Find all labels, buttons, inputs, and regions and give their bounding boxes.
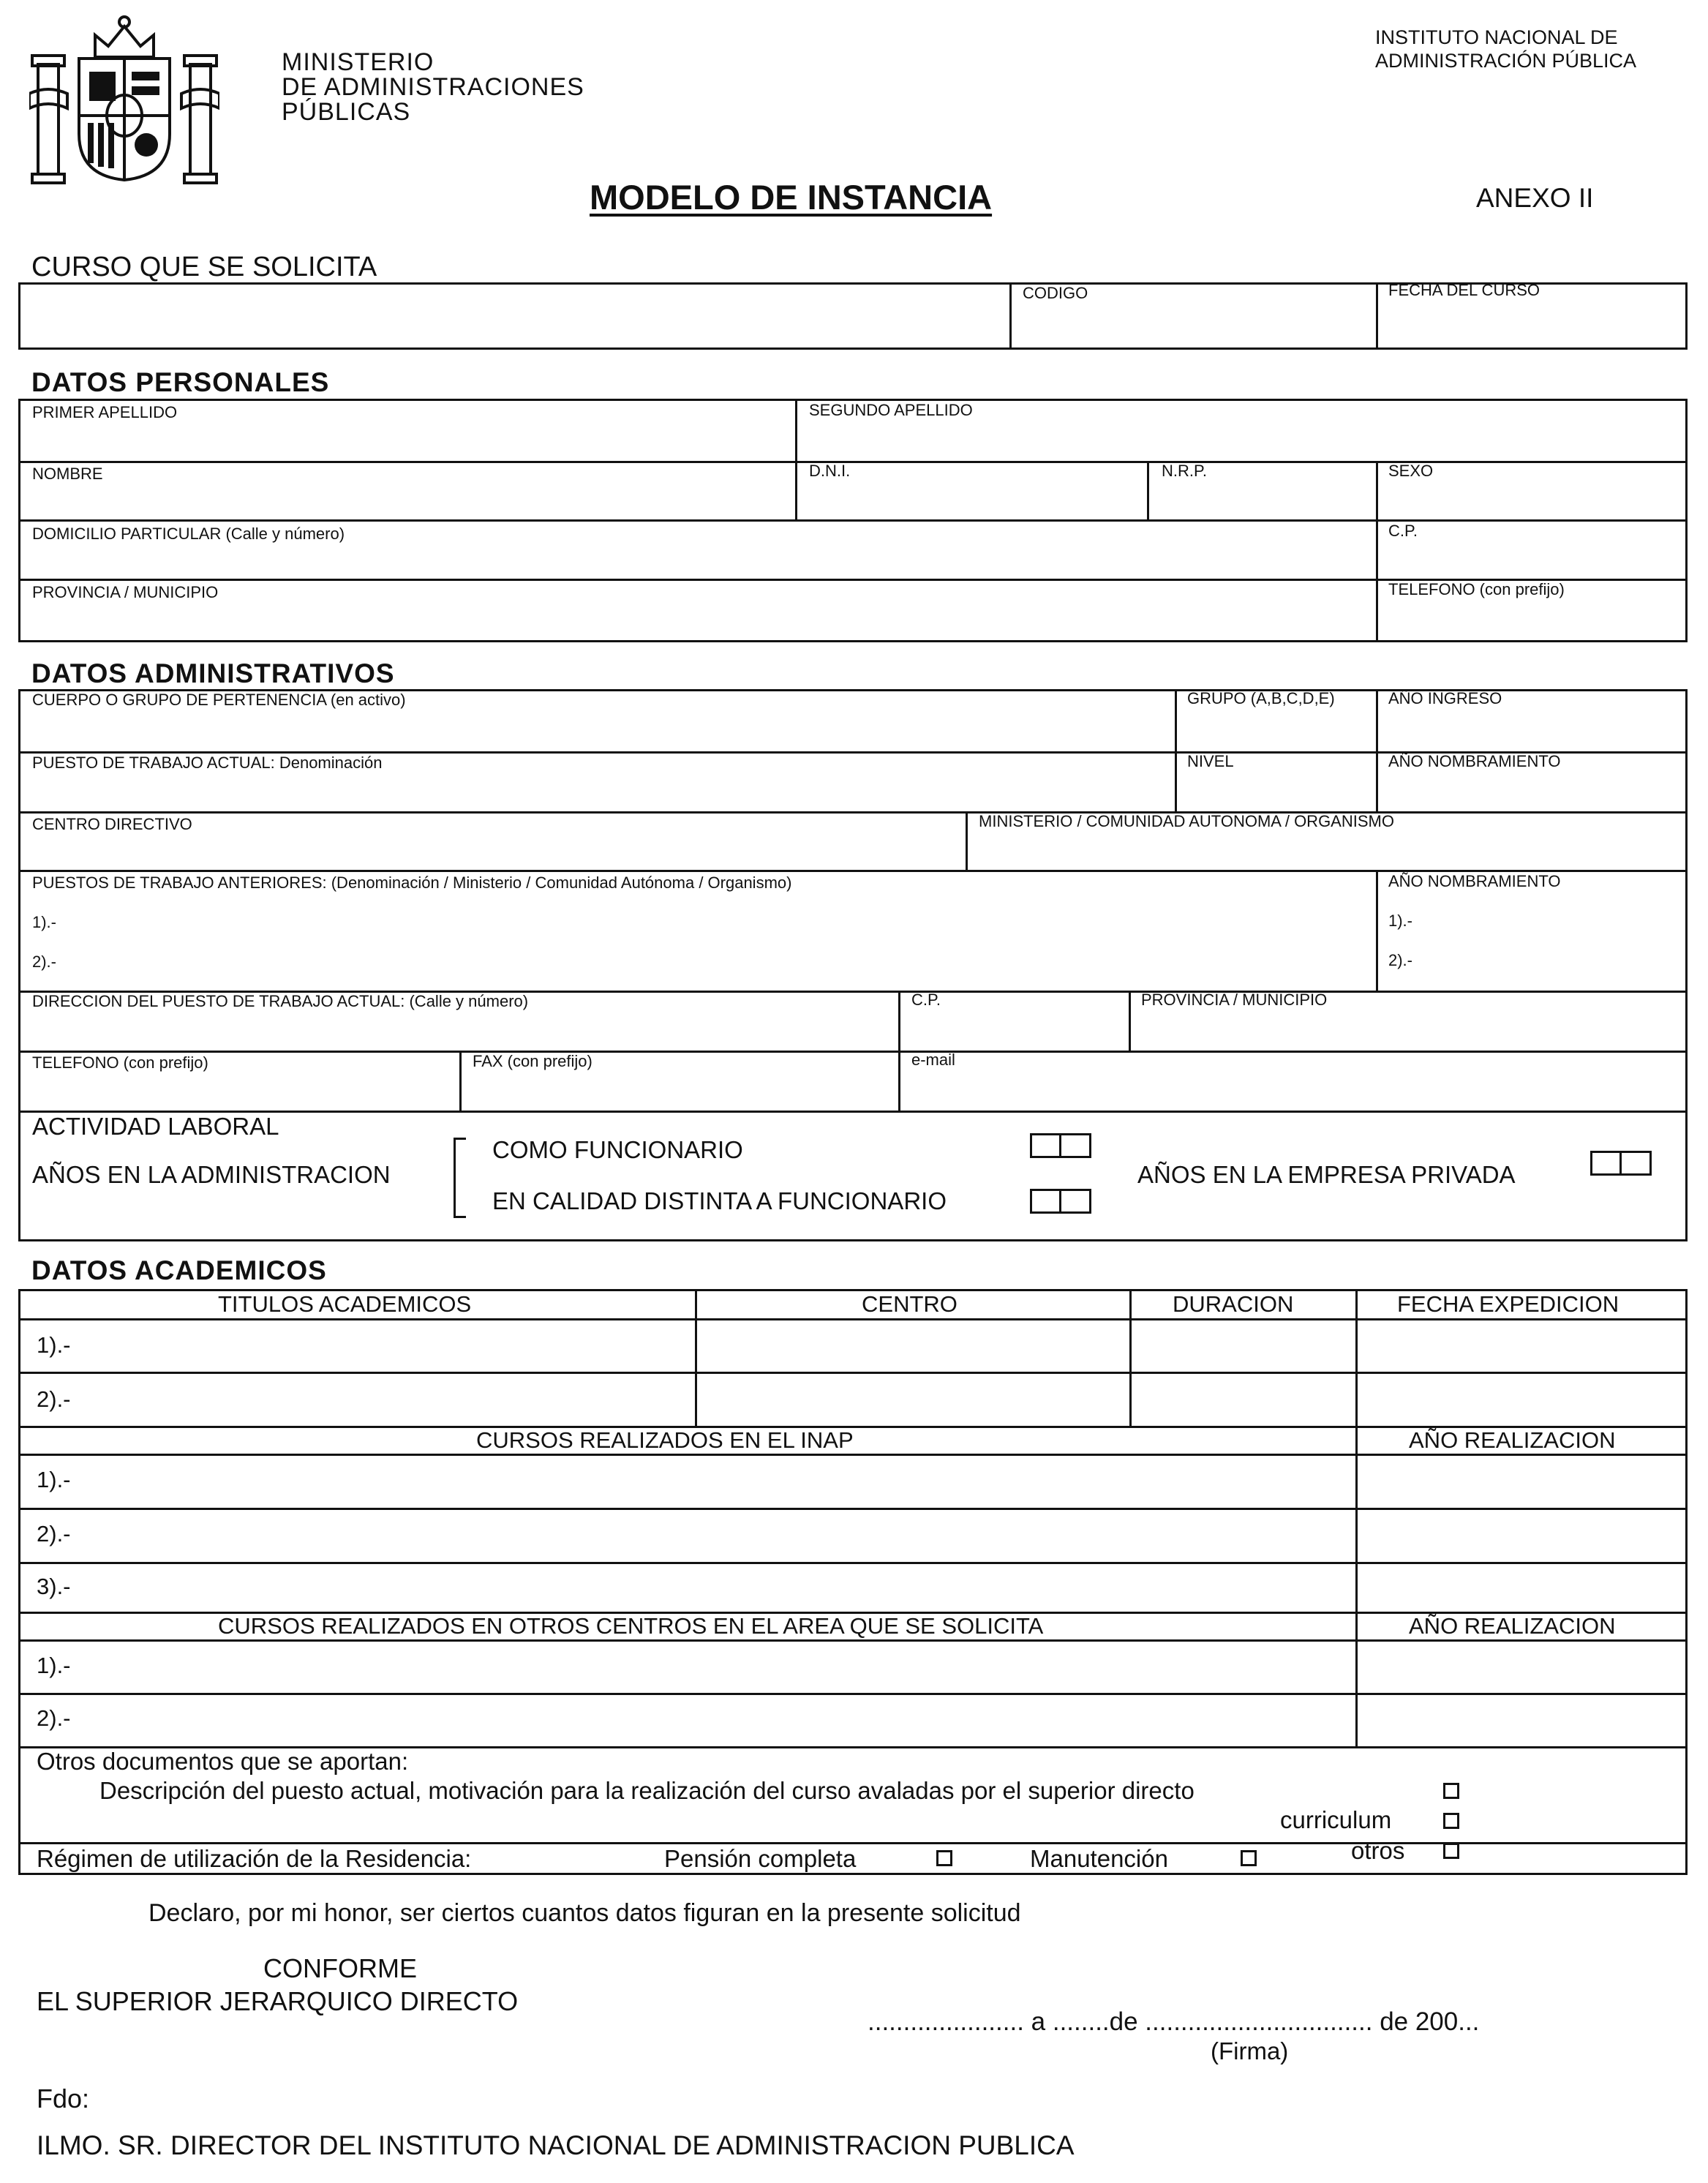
institute-name	[1375, 26, 1636, 72]
manutencion-checkbox[interactable]	[1241, 1850, 1257, 1866]
actividad-laboral-heading: ACTIVIDAD LABORAL	[32, 1113, 279, 1140]
cursos-otros-header: CURSOS REALIZADOS EN OTROS CENTROS EN EL AREA QUE SE SOLICITA	[218, 1613, 1044, 1639]
empresa-privada-label: AÑOS EN LA EMPRESA PRIVADA	[1137, 1161, 1516, 1188]
provincia-trabajo-field[interactable]: PROVINCIA / MUNICIPIO	[1141, 991, 1328, 1009]
regimen-label: Régimen de utilización de la Residencia:	[37, 1845, 472, 1872]
puesto-actual-field[interactable]: PUESTO DE TRABAJO ACTUAL: Denominación	[32, 754, 383, 772]
otros-row-1[interactable]: 1).-	[37, 1653, 71, 1678]
curso-heading: CURSO QUE SE SOLICITA	[31, 252, 377, 282]
empresa-privada-years-box[interactable]	[1590, 1151, 1652, 1176]
col-duracion-header: DURACION	[1173, 1291, 1294, 1317]
col-centro-header: CENTRO	[862, 1291, 958, 1317]
doc-otros-checkbox[interactable]	[1443, 1843, 1459, 1859]
manutencion-label: Manutención	[1030, 1845, 1168, 1872]
ano-nombramiento-anteriores-label: AÑO NOMBRAMIENTO	[1388, 872, 1561, 890]
institute-line-1: INSTITUTO NACIONAL DE	[1375, 26, 1618, 48]
ministry-line-2: DE ADMINISTRACIONES	[282, 73, 584, 101]
domicilio-field[interactable]: DOMICILIO PARTICULAR (Calle y número)	[32, 525, 345, 543]
cursos-inap-header: CURSOS REALIZADOS EN EL INAP	[476, 1427, 854, 1453]
lugar-fecha-line[interactable]: ...................... a ........de ................................ de 200...	[868, 2007, 1480, 2036]
bracket	[454, 1138, 466, 1218]
segundo-apellido-field[interactable]: SEGUNDO APELLIDO	[809, 401, 973, 419]
puestos-anteriores-field[interactable]: PUESTOS DE TRABAJO ANTERIORES: (Denominación / Ministerio / Comunidad Autónoma / Organismo)	[32, 873, 792, 892]
otros-documentos-label: Otros documentos que se aportan:	[37, 1748, 409, 1775]
page-title: MODELO DE INSTANCIA	[590, 178, 993, 217]
administrativos-box	[18, 689, 1688, 1241]
como-funcionario-years-box[interactable]	[1030, 1133, 1091, 1158]
anos-administracion-label: AÑOS EN LA ADMINISTRACION	[32, 1161, 391, 1188]
ano-ingreso-field[interactable]: AÑO INGRESO	[1388, 689, 1502, 707]
ministry-line-3: PÚBLICAS	[282, 98, 411, 126]
ano-nombramiento-field[interactable]: AÑO NOMBRAMIENTO	[1388, 752, 1561, 770]
fax-field[interactable]: FAX (con prefijo)	[473, 1052, 592, 1070]
ano-nombramiento-item-1: 1).-	[1388, 912, 1412, 930]
inap-row-2[interactable]: 2).-	[37, 1521, 71, 1547]
curso-box	[18, 282, 1688, 350]
col-titulos-header: TITULOS ACADEMICOS	[218, 1291, 472, 1317]
declaracion-text: Declaro, por mi honor, ser ciertos cuantos datos figuran en la presente solicitud	[148, 1899, 1021, 1927]
telefono-trabajo-field[interactable]: TELEFONO (con prefijo)	[32, 1053, 208, 1072]
coat-of-arms-icon	[29, 13, 219, 185]
firma-label: (Firma)	[1211, 2037, 1289, 2064]
inap-row-3[interactable]: 3).-	[37, 1574, 71, 1599]
puestos-anteriores-item-2: 2).-	[32, 953, 56, 971]
telefono-field[interactable]: TELEFONO (con prefijo)	[1388, 580, 1565, 598]
calidad-distinta-label: EN CALIDAD DISTINTA A FUNCIONARIO	[492, 1187, 947, 1214]
pension-completa-checkbox[interactable]	[936, 1850, 952, 1866]
primer-apellido-field[interactable]: PRIMER APELLIDO	[32, 403, 178, 421]
institute-line-2: ADMINISTRACIÓN PÚBLICA	[1375, 50, 1637, 72]
doc-otros-label: otros	[1351, 1837, 1405, 1864]
provincia-field[interactable]: PROVINCIA / MUNICIPIO	[32, 583, 219, 601]
ministry-line-1: MINISTERIO	[282, 48, 434, 76]
dni-field[interactable]: D.N.I.	[809, 462, 851, 480]
ano-realizacion-header: AÑO REALIZACION	[1409, 1427, 1616, 1453]
ano-nombramiento-item-2: 2).-	[1388, 951, 1412, 969]
nombre-field[interactable]: NOMBRE	[32, 465, 103, 483]
fecha-curso-field[interactable]: FECHA DEL CURSO	[1388, 281, 1540, 299]
director-addressee: ILMO. SR. DIRECTOR DEL INSTITUTO NACIONAL DE ADMINISTRACION PUBLICA	[37, 2130, 1075, 2160]
ano-realizacion-header-2: AÑO REALIZACION	[1409, 1613, 1616, 1639]
doc-descripcion-label: Descripción del puesto actual, motivación para la realización del curso avaladas por el superior directo	[99, 1777, 1195, 1804]
doc-curriculum-checkbox[interactable]	[1443, 1813, 1459, 1829]
sexo-field[interactable]: SEXO	[1388, 462, 1434, 480]
centro-directivo-field[interactable]: CENTRO DIRECTIVO	[32, 815, 192, 833]
grupo-field[interactable]: GRUPO (A,B,C,D,E)	[1187, 689, 1335, 707]
annex-label: ANEXO II	[1476, 183, 1594, 213]
nivel-field[interactable]: NIVEL	[1187, 752, 1234, 770]
datos-academicos-heading: DATOS ACADEMICOS	[31, 1255, 327, 1285]
doc-descripcion-checkbox[interactable]	[1443, 1783, 1459, 1799]
email-field[interactable]: e-mail	[911, 1051, 955, 1069]
col-fecha-header: FECHA EXPEDICION	[1397, 1291, 1619, 1317]
otros-row-2[interactable]: 2).-	[37, 1705, 71, 1731]
calidad-distinta-years-box[interactable]	[1030, 1189, 1091, 1214]
doc-curriculum-label: curriculum	[1280, 1806, 1392, 1833]
fdo-label: Fdo:	[37, 2084, 90, 2114]
cuerpo-field[interactable]: CUERPO O GRUPO DE PERTENENCIA (en activo)	[32, 691, 406, 709]
superior-jerarquico-label: EL SUPERIOR JERARQUICO DIRECTO	[37, 1986, 519, 2016]
personales-box	[18, 399, 1688, 642]
titulos-row-2[interactable]: 2).-	[37, 1386, 71, 1412]
conforme-label: CONFORME	[263, 1953, 417, 1983]
inap-row-1[interactable]: 1).-	[37, 1467, 71, 1492]
puestos-anteriores-item-1: 1).-	[32, 913, 56, 931]
pension-completa-label: Pensión completa	[664, 1845, 857, 1872]
datos-administrativos-heading: DATOS ADMINISTRATIVOS	[31, 658, 395, 688]
titulos-row-1[interactable]: 1).-	[37, 1332, 71, 1358]
datos-personales-heading: DATOS PERSONALES	[31, 367, 330, 397]
cp-trabajo-field[interactable]: C.P.	[911, 991, 941, 1009]
codigo-field[interactable]: CODIGO	[1023, 284, 1088, 302]
academicos-box	[18, 1289, 1688, 1875]
ministerio-field[interactable]: MINISTERIO / COMUNIDAD AUTONOMA / ORGANISMO	[979, 812, 1394, 830]
direccion-field[interactable]: DIRECCION DEL PUESTO DE TRABAJO ACTUAL: (Calle y número)	[32, 992, 529, 1010]
ministry-name	[282, 50, 584, 124]
como-funcionario-label: COMO FUNCIONARIO	[492, 1136, 743, 1163]
cp-field[interactable]: C.P.	[1388, 522, 1418, 540]
nrp-field[interactable]: N.R.P.	[1162, 462, 1207, 480]
